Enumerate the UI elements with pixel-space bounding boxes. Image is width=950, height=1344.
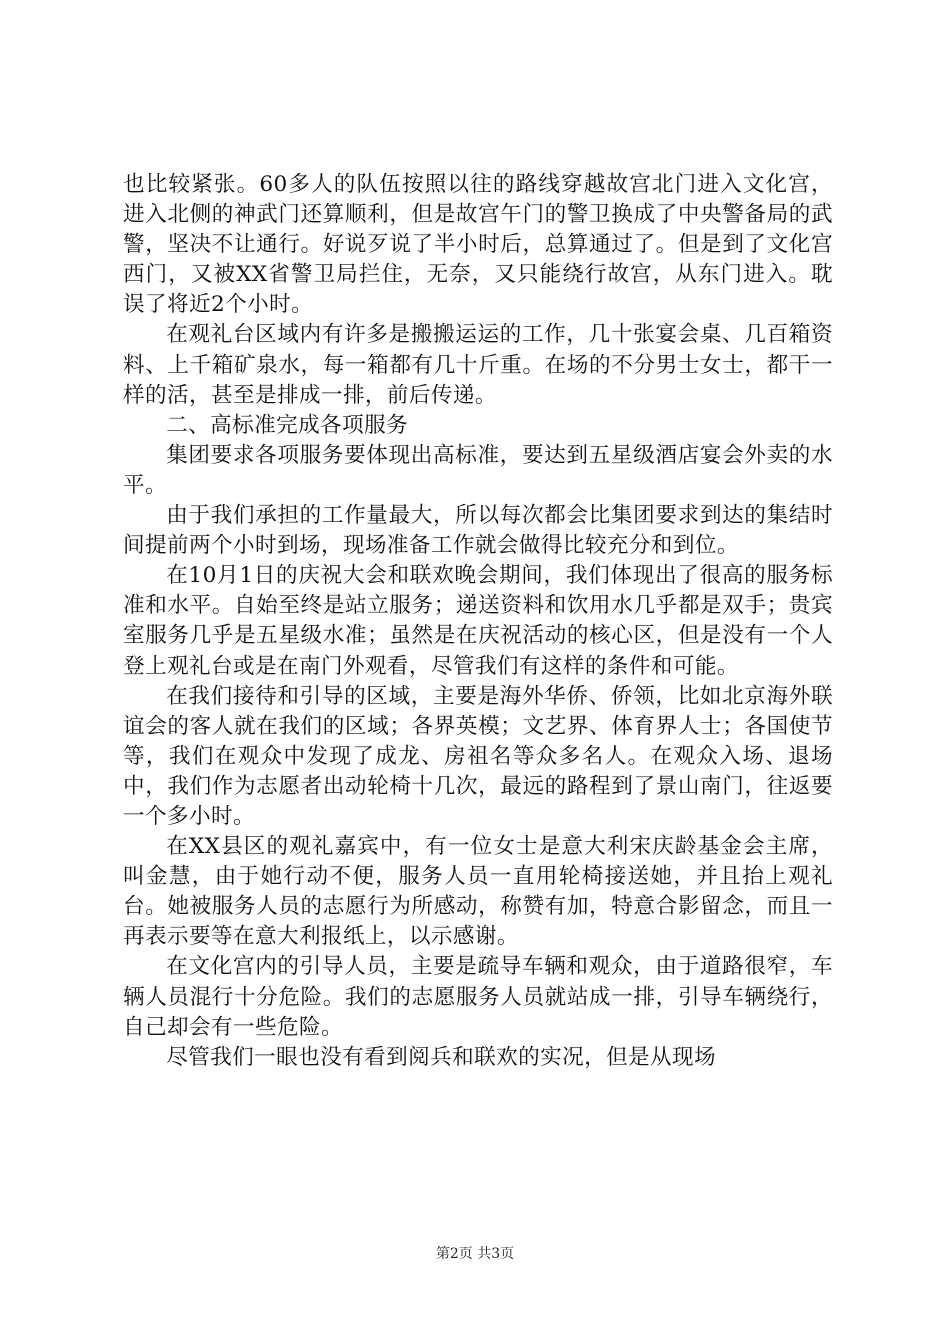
paragraph: 在文化宫内的引导人员，主要是疏导车辆和观众，由于道路很窄，车辆人员混行十分危险。我们的志愿服务人员就站成一排，引导车辆绕行，自己却会有一些危险。 [123,954,833,1040]
paragraph: 集团要求各项服务要体现出高标准，要达到五星级酒店宴会外卖的水平。 [123,442,833,498]
paragraph: 在XX县区的观礼嘉宾中，有一位女士是意大利宋庆龄基金会主席，叫金慧，由于她行动不便，服务人员一直用轮椅接送她，并且抬上观礼台。她被服务人员的志愿行为所感动，称赞有加，特意合影留念，而且一再表示要等在意大利报纸上，以示感谢。 [123,834,833,950]
page-number-footer: 第2页 共3页 [435,1246,515,1262]
paragraph: 尽管我们一眼也没有看到阅兵和联欢的实况，但是从现场 [166,1044,717,1070]
paragraph: 由于我们承担的工作量最大，所以每次都会比集团要求到达的集结时间提前两个小时到场，现场准备工作就会做得比较充分和到位。 [123,503,833,559]
paragraph: 在观礼台区域内有许多是搬搬运运的工作，几十张宴会桌、几百箱资料、上千箱矿泉水，每一箱都有几十斤重。在场的不分男士女士，都干一样的活，甚至是排成一排，前后传递。 [123,322,833,408]
document-body [123,170,833,1073]
paragraph: 也比较紧张。60多人的队伍按照以往的路线穿越故宫北门进入文化宫，进入北侧的神武门还算顺利，但是故宫午门的警卫换成了中央警备局的武警，坚决不让通行。好说歹说了半小时后，总算通过了。但是到了文化宫西门，又被XX省警卫局拦住，无奈，又只能绕行故宫，从东门进入。耽误了将近2个小时。 [123,172,833,318]
paragraph: 在我们接待和引导的区域，主要是海外华侨、侨领，比如北京海外联谊会的客人就在我们的区域；各界英模；文艺界、体育界人士；各国使节等，我们在观众中发现了成龙、房祖名等众多名人。在观众入场、退场中，我们作为志愿者出动轮椅十几次，最远的路程到了景山南门，往返要一个多小时。 [123,683,833,829]
paragraph: 在10月1日的庆祝大会和联欢晚会期间，我们体现出了很高的服务标准和水平。自始至终是站立服务；递送资料和饮用水几乎都是双手；贵宾室服务几乎是五星级水准；虽然是在庆祝活动的核心区，但是没有一个人登上观礼台或是在南门外观看，尽管我们有这样的条件和可能。 [123,563,833,679]
section-heading: 二、高标准完成各项服务 [166,412,409,438]
